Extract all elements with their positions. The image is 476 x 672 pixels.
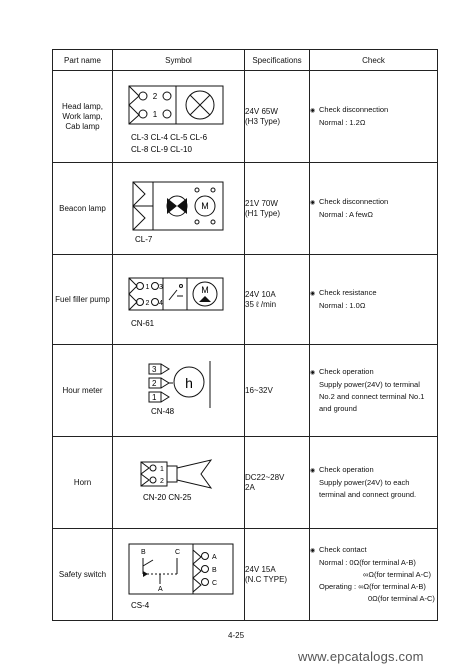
table-row bbox=[53, 255, 438, 345]
spec-cell: 16~32V bbox=[245, 345, 310, 437]
check-cell: ◉ Check resistance Normal : 1.0Ω bbox=[310, 255, 438, 345]
pin-label: 1 bbox=[152, 392, 157, 402]
check-cell: ◉ Check operation Supply power(24V) to terminal No.2 and connect terminal No.1 and ground bbox=[310, 345, 438, 437]
watermark: www.epcatalogs.com bbox=[298, 649, 424, 664]
pump-symbol bbox=[113, 256, 244, 344]
part-name: Fuel filler pump bbox=[53, 255, 113, 345]
symbol-cell bbox=[113, 71, 245, 163]
pin-label: 4 bbox=[159, 299, 163, 307]
spec-cell: 24V 15A (N.C TYPE) bbox=[245, 529, 310, 621]
header-row bbox=[53, 50, 438, 71]
symbol-cell bbox=[113, 529, 245, 621]
connector-label: CN-48 bbox=[151, 406, 175, 416]
bullet-icon: ◉ bbox=[310, 108, 316, 114]
pin-label: C bbox=[212, 579, 218, 587]
connector-label: CN-61 bbox=[131, 318, 155, 328]
hour-meter-symbol bbox=[113, 346, 244, 436]
symbol-cell bbox=[113, 345, 245, 437]
pin-label: 2 bbox=[160, 477, 164, 485]
pin-label: A bbox=[212, 553, 217, 561]
symbol-cell bbox=[113, 437, 245, 529]
spec-cell: 24V 10A 35 ℓ /min bbox=[245, 255, 310, 345]
terminal-label: A bbox=[158, 585, 163, 593]
table-row bbox=[53, 71, 438, 163]
safety-switch-symbol bbox=[113, 530, 244, 620]
part-name: Safety switch bbox=[53, 529, 113, 621]
check-cell: ◉ Check contact Normal : 0Ω(for terminal A-B) ∞Ω(for terminal A-C) Operating : ∞Ω(for terminal A-B) 0Ω(for terminal A-C) bbox=[310, 529, 438, 621]
pin-label: B bbox=[212, 566, 217, 574]
check-cell: ◉ Check disconnection Normal : 1.2Ω bbox=[310, 71, 438, 163]
header-check: Check bbox=[310, 50, 438, 71]
table-row bbox=[53, 529, 438, 621]
part-name: Horn bbox=[53, 437, 113, 529]
terminal-label: C bbox=[175, 548, 181, 556]
symbol-cell bbox=[113, 255, 245, 345]
part-name: Hour meter bbox=[53, 345, 113, 437]
header-specifications: Specifications bbox=[245, 50, 310, 71]
motor-label: M bbox=[201, 200, 209, 211]
symbol-cell bbox=[113, 163, 245, 255]
connector-label: CL-7 bbox=[135, 234, 153, 244]
check-cell: ◉ Check disconnection Normal : A fewΩ bbox=[310, 163, 438, 255]
header-part-name: Part name bbox=[53, 50, 113, 71]
terminal-label: B bbox=[141, 548, 146, 556]
pin-label: 1 bbox=[145, 283, 150, 291]
horn-symbol bbox=[113, 438, 244, 528]
bullet-icon: ◉ bbox=[310, 468, 316, 474]
header-symbol: Symbol bbox=[113, 50, 245, 71]
connector-label: CS-4 bbox=[131, 600, 150, 610]
connector-label: CL-8 CL-9 CL-10 bbox=[131, 144, 192, 154]
connector-label: CL-3 CL-4 CL-5 CL-6 bbox=[131, 132, 208, 142]
pin-label: 2 bbox=[152, 378, 157, 388]
part-name: Beacon lamp bbox=[53, 163, 113, 255]
connector-label: CN-20 CN-25 bbox=[143, 492, 192, 502]
beacon-symbol bbox=[113, 164, 244, 254]
meter-label: h bbox=[185, 374, 193, 391]
pin-label: 3 bbox=[159, 283, 163, 291]
bullet-icon: ◉ bbox=[310, 370, 316, 376]
spec-cell: 21V 70W (H1 Type) bbox=[245, 163, 310, 255]
pin-label: 1 bbox=[160, 465, 164, 473]
table-row bbox=[53, 345, 438, 437]
table-row bbox=[53, 437, 438, 529]
pin-label: 2 bbox=[152, 91, 158, 101]
table-row bbox=[53, 163, 438, 255]
page-number: 4-25 bbox=[228, 631, 245, 640]
spec-cell: DC22~28V 2A bbox=[245, 437, 310, 529]
lamp-symbol bbox=[113, 72, 244, 162]
bullet-icon: ◉ bbox=[310, 548, 316, 554]
check-cell: ◉ Check operation Supply power(24V) to each terminal and connect ground. bbox=[310, 437, 438, 529]
part-name: Head lamp, Work lamp, Cab lamp bbox=[53, 71, 113, 163]
pin-label: 1 bbox=[152, 109, 158, 119]
motor-label: M bbox=[201, 284, 209, 295]
spec-cell: 24V 65W (H3 Type) bbox=[245, 71, 310, 163]
pin-label: 3 bbox=[152, 364, 157, 374]
pin-label: 2 bbox=[145, 299, 150, 307]
bullet-icon: ◉ bbox=[310, 291, 316, 297]
bullet-icon: ◉ bbox=[310, 200, 316, 206]
parts-table bbox=[52, 49, 438, 621]
